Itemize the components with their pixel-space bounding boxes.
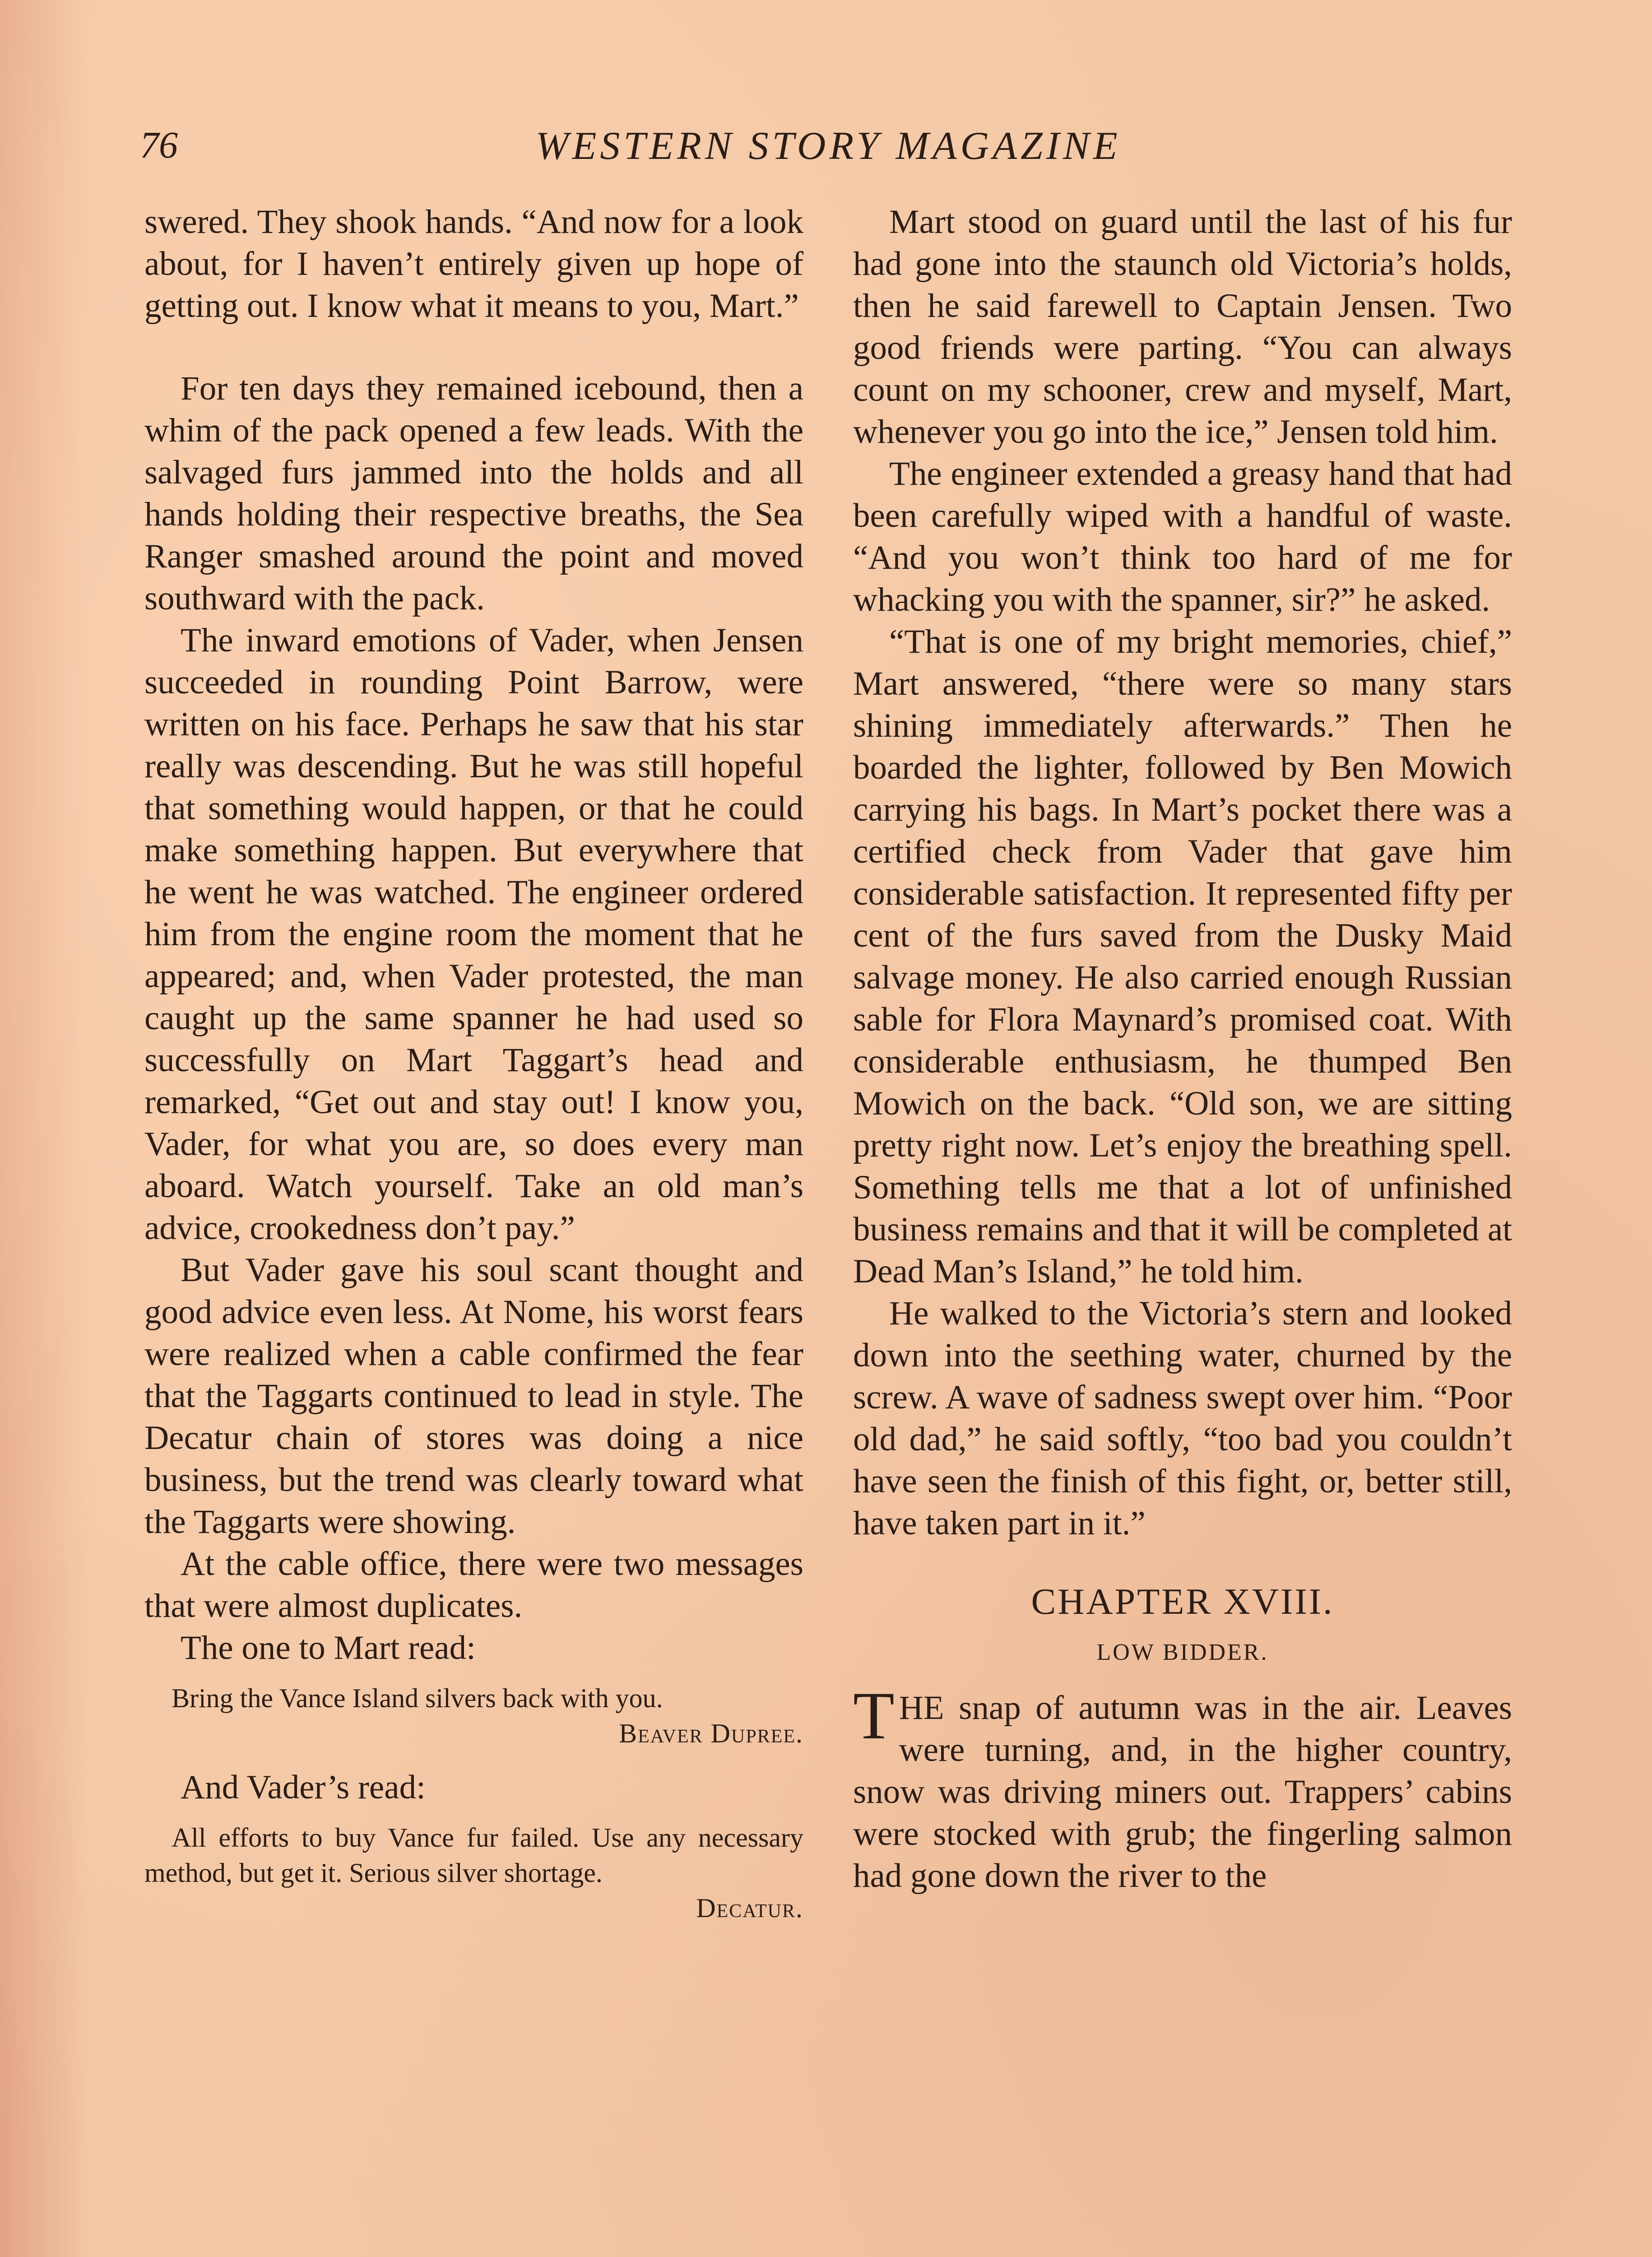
page-header	[135, 115, 1521, 178]
chapter-subtitle: LOW BIDDER.	[1096, 1639, 1269, 1665]
right-column	[853, 201, 1512, 1897]
left-column	[144, 201, 803, 1941]
paragraph: The inward emotions of Vader, when Jensen succeeded in rounding Point Barrow, were written on his face. Perhaps he saw that his star really was descending. But he was still hopeful that something would happen, or that he could make something happen. But everywhere that he went he was watched. The engineer ordered him from the engine room the moment that he appeared; and, when Vader protested, the man caught up the same spanner he had used so successfully on Mart Taggart’s head and remarked, “Get out and stay out! I know you, Vader, for what you are, so does every man aboard. Watch yourself. Take an old man’s advice, crookedness don’t pay.”	[144, 622, 803, 1247]
paragraph: At the cable office, there were two messages that were almost duplicates.	[144, 1545, 803, 1625]
chapter-heading: CHAPTER XVIII.	[1031, 1581, 1334, 1622]
chapter-opening-text: HE snap of autumn was in the air. Leaves were turning, and, in the higher country, snow was driving miners out. Trappers’ cabins were stocked with grub; the fingerling salmon had gone down the river to the	[853, 1689, 1512, 1895]
paragraph: Mart stood on guard until the last of his fur had gone into the staunch old Victoria’s holds, then he said farewell to Captain Jensen. Two good friends were parting. “You can always count on my schooner, crew and myself, Mart, whenever you go into the ice,” Jensen told him.	[853, 203, 1512, 450]
telegram-signature: Decatur.	[696, 1893, 803, 1923]
paragraph: For ten days they remained icebound, then a whim of the pack opened a few leads. With the salvaged furs jammed into the holds and all hands holding their respective breaths, the Sea Ranger smashed around the point and moved southward with the pack.	[144, 370, 803, 617]
paragraph: The one to Mart read:	[181, 1629, 476, 1667]
telegram-to-vader	[144, 1820, 803, 1926]
paragraph: He walked to the Victoria’s stern and looked down into the seething water, churned by the screw. A wave of sadness swept over him. “Poor old dad,” he said softly, “too bad you couldn’t have seen the finish of this fight, or, better still, have taken part in it.”	[853, 1295, 1512, 1542]
telegram-body: Bring the Vance Island silvers back with you.	[172, 1683, 663, 1713]
drop-cap: T	[853, 1678, 895, 1753]
paragraph: And Vader’s read:	[181, 1769, 426, 1806]
paragraph: “That is one of my bright memories, chief,” Mart answered, “there were so many stars shining immediately afterwards.” Then he boarded the lighter, followed by Ben Mowich carrying his bags. In Mart’s pocket there was a certified check from Vader that gave him considerable satisfaction. It represented fifty per cent of the furs saved from the Dusky Maid salvage money. He also carried enough Russian sable for Flora Maynard’s promised coat. With considerable enthusiasm, he thumped Ben Mowich on the back. “Old son, we are sitting pretty right now. Let’s enjoy the breathing spell. Something tells me that a lot of unfinished business remains and that it will be completed at Dead Man’s Island,” he told him.	[853, 623, 1512, 1290]
page-number: 76	[140, 124, 178, 166]
telegram-signature: Beaver Dupree.	[619, 1718, 803, 1748]
paragraph: swered. They shook hands. “And now for a look about, for I haven’t entirely given up hope of getting out. I know what it means to you, Mart.”	[144, 203, 803, 325]
telegram-body: All efforts to buy Vance fur failed. Use any necessary method, but get it. Serious silver shortage.	[144, 1823, 803, 1888]
telegram-to-mart	[144, 1681, 803, 1751]
magazine-title: WESTERN STORY MAGAZINE	[535, 124, 1121, 168]
paragraph: But Vader gave his soul scant thought and good advice even less. At Nome, his worst fears were realized when a cable confirmed the fear that the Taggarts continued to lead in style. The Decatur chain of stores was doing a nice business, but the trend was clearly toward what the Taggarts were showing.	[144, 1251, 803, 1541]
chapter-opening-paragraph	[853, 1678, 1512, 1897]
paragraph: The engineer extended a greasy hand that had been carefully wiped with a handful of waste. “And you won’t think too hard of me for whacking you with the spanner, sir?” he asked.	[853, 455, 1512, 618]
